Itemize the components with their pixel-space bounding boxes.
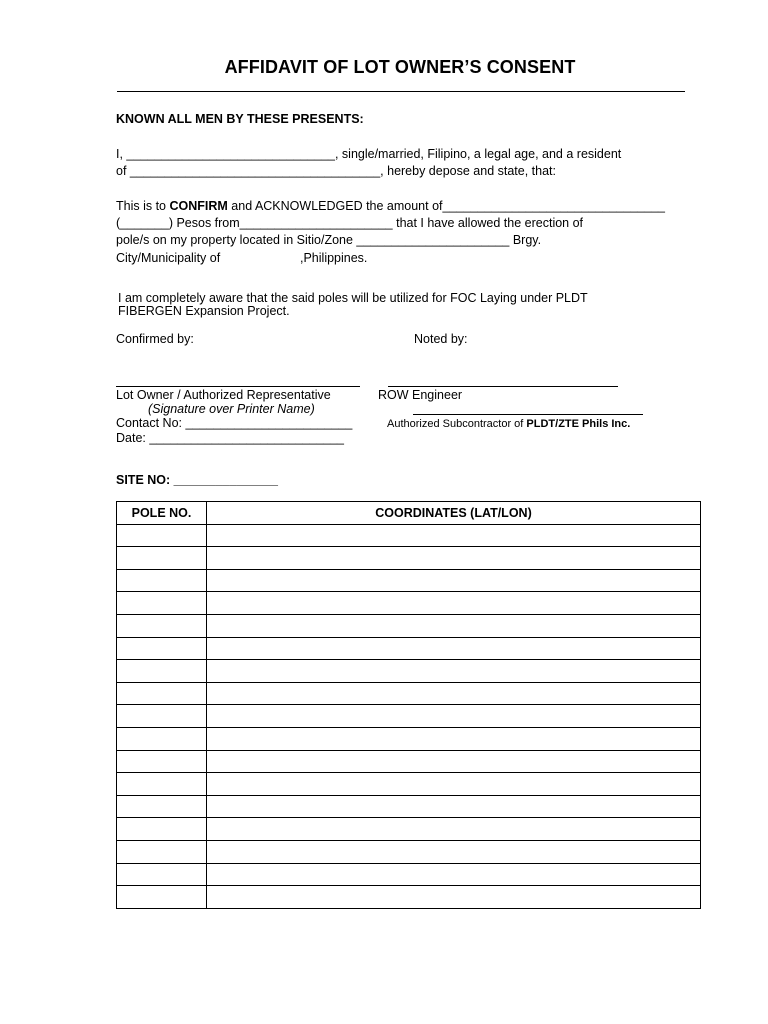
coordinates-cell[interactable] [207,863,701,886]
coordinates-cell[interactable] [207,795,701,818]
subcontractor-signature-line [413,414,643,415]
pole-no-cell[interactable] [117,569,207,592]
subcontractor-company: PLDT/ZTE Phils Inc. [526,418,631,430]
title-underline [117,91,685,92]
coordinates-cell[interactable] [207,547,701,570]
pole-no-cell[interactable] [117,637,207,660]
coordinates-cell[interactable] [207,818,701,841]
pole-no-cell[interactable] [117,727,207,750]
coordinates-cell[interactable] [207,886,701,909]
table-row [117,818,701,841]
table-row [117,660,701,683]
coordinates-cell[interactable] [207,524,701,547]
table-row [117,773,701,796]
subcontractor-label-a: Authorized Subcontractor of [387,418,527,430]
lot-owner-role: Lot Owner / Authorized Representative [116,388,331,402]
coordinates-cell[interactable] [207,773,701,796]
pole-no-cell[interactable] [117,795,207,818]
para2-line4-a: City/Municipality of [116,251,221,265]
known-all-men-heading: KNOWN ALL MEN BY THESE PRESENTS: [116,112,364,126]
coordinates-cell[interactable] [207,727,701,750]
pole-no-cell[interactable] [117,886,207,909]
table-row [117,840,701,863]
table-row [117,886,701,909]
noted-by-label: Noted by: [414,332,468,346]
para2-line3: pole/s on my property located in Sitio/Zone ______________________ Brgy. [116,233,542,247]
para3-line2: FIBERGEN Expansion Project. [118,304,290,318]
pole-no-cell[interactable] [117,682,207,705]
coordinates-header: COORDINATES (LAT/LON) [207,502,701,525]
coordinates-cell[interactable] [207,592,701,615]
pole-no-cell[interactable] [117,592,207,615]
table-row [117,569,701,592]
table-row [117,614,701,637]
pole-no-cell[interactable] [117,547,207,570]
table-header-row [117,502,701,525]
para2-line1 [116,198,665,215]
para3-line1: I am completely aware that the said poles will be utilized for FOC Laying under PLDT [118,291,588,305]
row-engineer-role: ROW Engineer [378,388,463,402]
coordinates-cell[interactable] [207,614,701,637]
pole-no-cell[interactable] [117,818,207,841]
table-row [117,727,701,750]
table-row [117,547,701,570]
pole-no-cell[interactable] [117,524,207,547]
confirm-word: CONFIRM [169,199,228,213]
table-row [117,795,701,818]
table-row [117,705,701,728]
signature-note: (Signature over Printer Name) [148,402,315,416]
pole-no-cell[interactable] [117,773,207,796]
pole-no-cell[interactable] [117,840,207,863]
pole-no-cell[interactable] [117,614,207,637]
table-row [117,863,701,886]
contact-no-field: Contact No: ________________________ [116,416,353,430]
table-row [117,524,701,547]
pole-no-cell[interactable] [117,660,207,683]
date-field: Date: ____________________________ [116,431,345,445]
coordinates-cell[interactable] [207,660,701,683]
coordinates-cell[interactable] [207,569,701,592]
coordinates-cell[interactable] [207,750,701,773]
coordinates-cell[interactable] [207,840,701,863]
confirmed-by-label: Confirmed by: [116,332,194,346]
lot-owner-signature-line [116,386,360,387]
pole-no-cell[interactable] [117,705,207,728]
table-row [117,637,701,660]
table-row [117,682,701,705]
para2-line1-c: and ACKNOWLEDGED the amount of________________________________ [227,199,665,213]
coordinates-cell[interactable] [207,682,701,705]
para2-line4-b: ,Philippines. [300,251,368,265]
coordinates-cell[interactable] [207,705,701,728]
para2-line2: (_______) Pesos from______________________ that I have allowed the erection of [116,216,584,230]
site-no-field: SITE NO: _______________ [116,473,278,487]
table-row [117,592,701,615]
para1-line2: of ____________________________________, hereby depose and state, that: [116,164,556,178]
pole-no-cell[interactable] [117,863,207,886]
table-row [117,750,701,773]
para1-line1: I, ______________________________, single/married, Filipino, a legal age, and a resident [116,147,622,161]
pole-no-header: POLE NO. [117,502,207,525]
document-title: AFFIDAVIT OF LOT OWNER’S CONSENT [224,57,576,77]
coordinates-cell[interactable] [207,637,701,660]
row-engineer-signature-line [388,386,618,387]
pole-coordinates-table [116,501,701,909]
pole-no-cell[interactable] [117,750,207,773]
para2-line1-a: This is to [116,199,170,213]
subcontractor-label [387,418,630,430]
